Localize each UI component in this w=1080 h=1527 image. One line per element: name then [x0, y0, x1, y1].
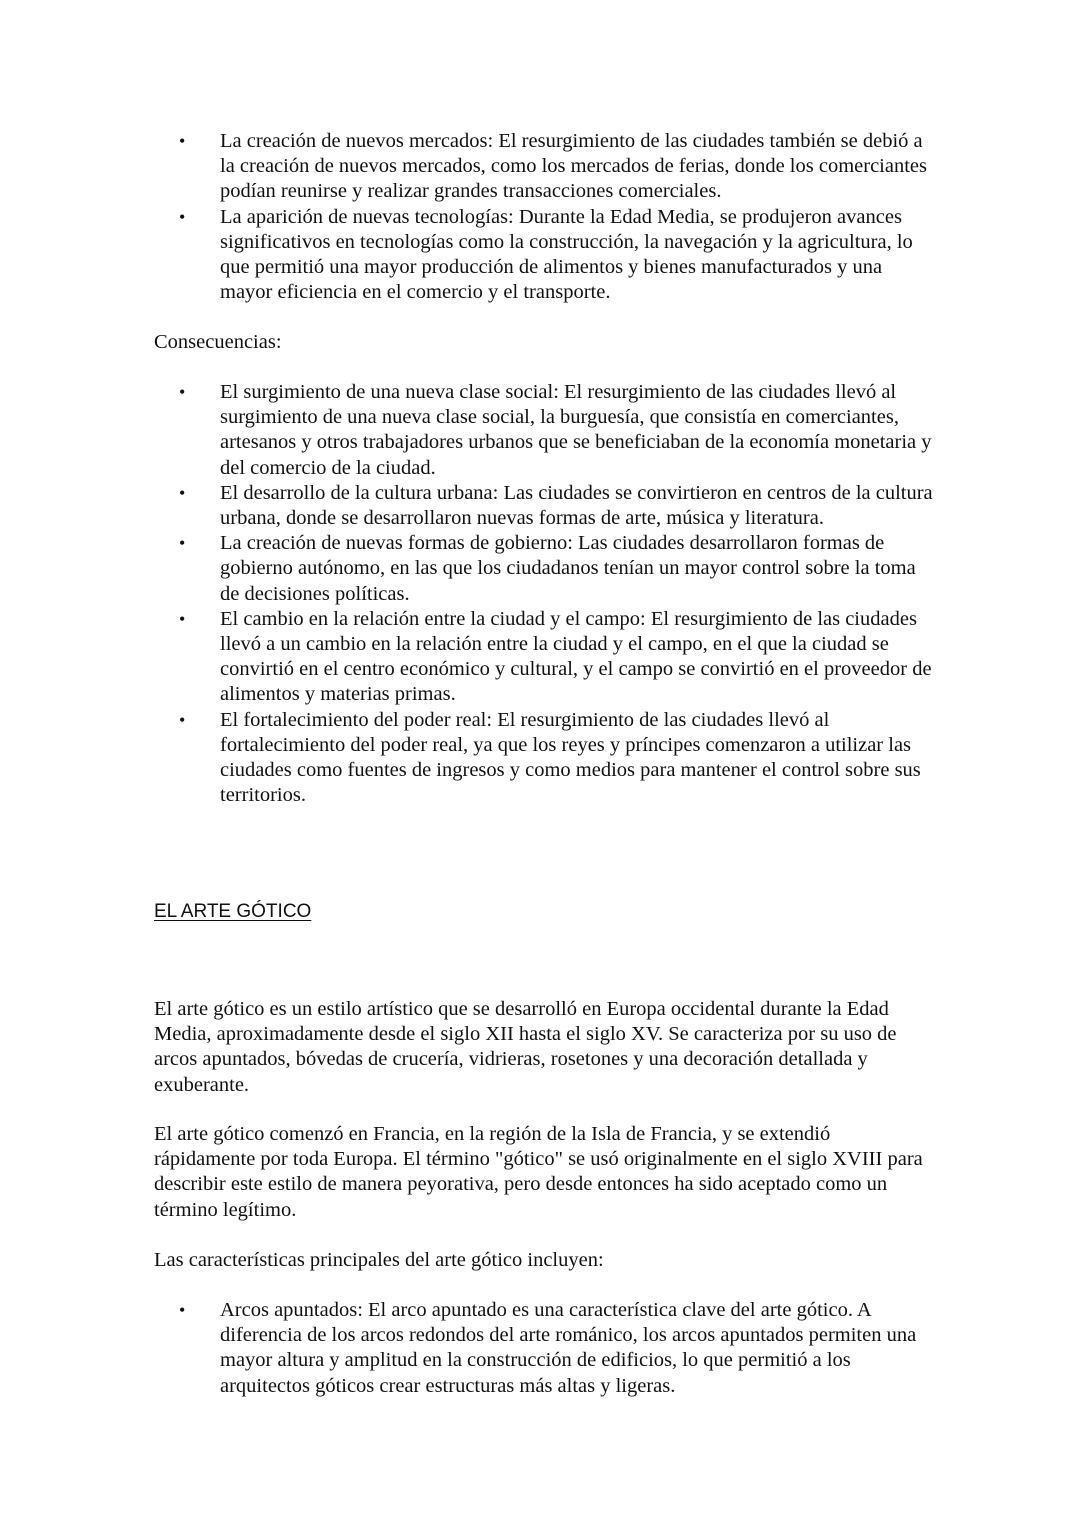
- list-item-text: El fortalecimiento del poder real: El resurgimiento de las ciudades llevó al fortalecimiento del poder real, ya que los reyes y príncipes comenzaron a utilizar las ciudades como fuentes de ingresos y como medios para mantener el control sobre sus territorios.: [220, 708, 921, 807]
- bullet-icon: •: [179, 131, 186, 151]
- list-item-text: La creación de nuevos mercados: El resurgimiento de las ciudades también se debió a la creación de nuevos mercados, como los mercados de ferias, donde los comerciantes podían reunirse y realizar grandes transacciones comerciales.: [220, 130, 927, 203]
- list-item-text: El surgimiento de una nueva clase social: El resurgimiento de las ciudades llevó al surgimiento de una nueva clase social, la burguesía, que consistía en comerciantes, artesanos y otros trabajadores urbanos que se beneficiaban de la economía monetaria y del comercio de la ciudad.: [220, 381, 932, 479]
- features-list: [154, 1298, 934, 1399]
- list-item-text: El desarrollo de la cultura urbana: Las ciudades se convirtieron en centros de la cultura urbana, donde se desarrollaron nuevas formas de arte, música y literatura.: [220, 481, 933, 530]
- gothic-paragraph-1: El arte gótico es un estilo artístico que se desarrolló en Europa occidental durante la Edad Media, aproximadamente desde el siglo XII hasta el siglo XV. Se caracteriza por su uso de arcos apuntados, bóvedas de crucería, vidrieras, rosetones y una decoración detallada y exuberante.: [154, 998, 897, 1096]
- list-item-text: La creación de nuevas formas de gobierno: Las ciudades desarrollaron formas de gobierno autónomo, en las que los ciudadanos tenían un mayor control sobre la toma de decisiones políticas.: [220, 532, 916, 605]
- bullet-icon: •: [179, 206, 186, 227]
- bullet-icon: •: [179, 608, 186, 629]
- list-item-text: Arcos apuntados: El arco apuntado es una característica clave del arte gótico. A diferencia de los arcos redondos del arte románico, los arcos apuntados permiten una mayor altura y amplitud en la construcción de edificios, lo que permitió a los arquitectos góticos crear estructuras más altas y ligeras.: [220, 1299, 917, 1397]
- list-item: [154, 481, 934, 531]
- bullet-icon: •: [179, 709, 186, 730]
- list-item: [154, 205, 934, 306]
- list-item: [154, 380, 934, 481]
- bullet-icon: •: [179, 482, 186, 503]
- bullet-icon: •: [179, 1300, 186, 1320]
- section-heading: EL ARTE GÓTICO: [154, 901, 312, 922]
- list-item: [154, 1298, 934, 1399]
- list-item: [154, 531, 934, 607]
- list-item: [154, 708, 934, 809]
- list-item: [154, 607, 934, 708]
- bullet-icon: •: [179, 382, 186, 402]
- features-intro: Las características principales del arte gótico incluyen:: [154, 1249, 604, 1271]
- list-item: [154, 129, 934, 205]
- gothic-paragraph-2: El arte gótico comenzó en Francia, en la región de la Isla de Francia, y se extendió rápidamente por toda Europa. El término "gótico" se usó originalmente en el siglo XVIII para describir este estilo de manera peyorativa, pero desde entonces ha sido aceptado como un término legítimo.: [154, 1123, 923, 1221]
- causes-list: [154, 129, 934, 305]
- list-item-text: El cambio en la relación entre la ciudad y el campo: El resurgimiento de las ciudades llevó a un cambio en la relación entre la ciudad y el campo, en el que la ciudad se convirtió en el centro económico y cultural, y el campo se convirtió en el proveedor de alimentos y materias primas.: [220, 607, 932, 706]
- consequences-list: [154, 380, 934, 808]
- list-item-text: La aparición de nuevas tecnologías: Durante la Edad Media, se produjeron avances significativos en tecnologías como la construcción, la navegación y la agricultura, lo que permitió una mayor producción de alimentos y bienes manufacturados y una mayor eficiencia en el comercio y el transporte.: [220, 205, 913, 304]
- consequences-label: Consecuencias:: [154, 331, 282, 353]
- bullet-icon: •: [179, 533, 186, 554]
